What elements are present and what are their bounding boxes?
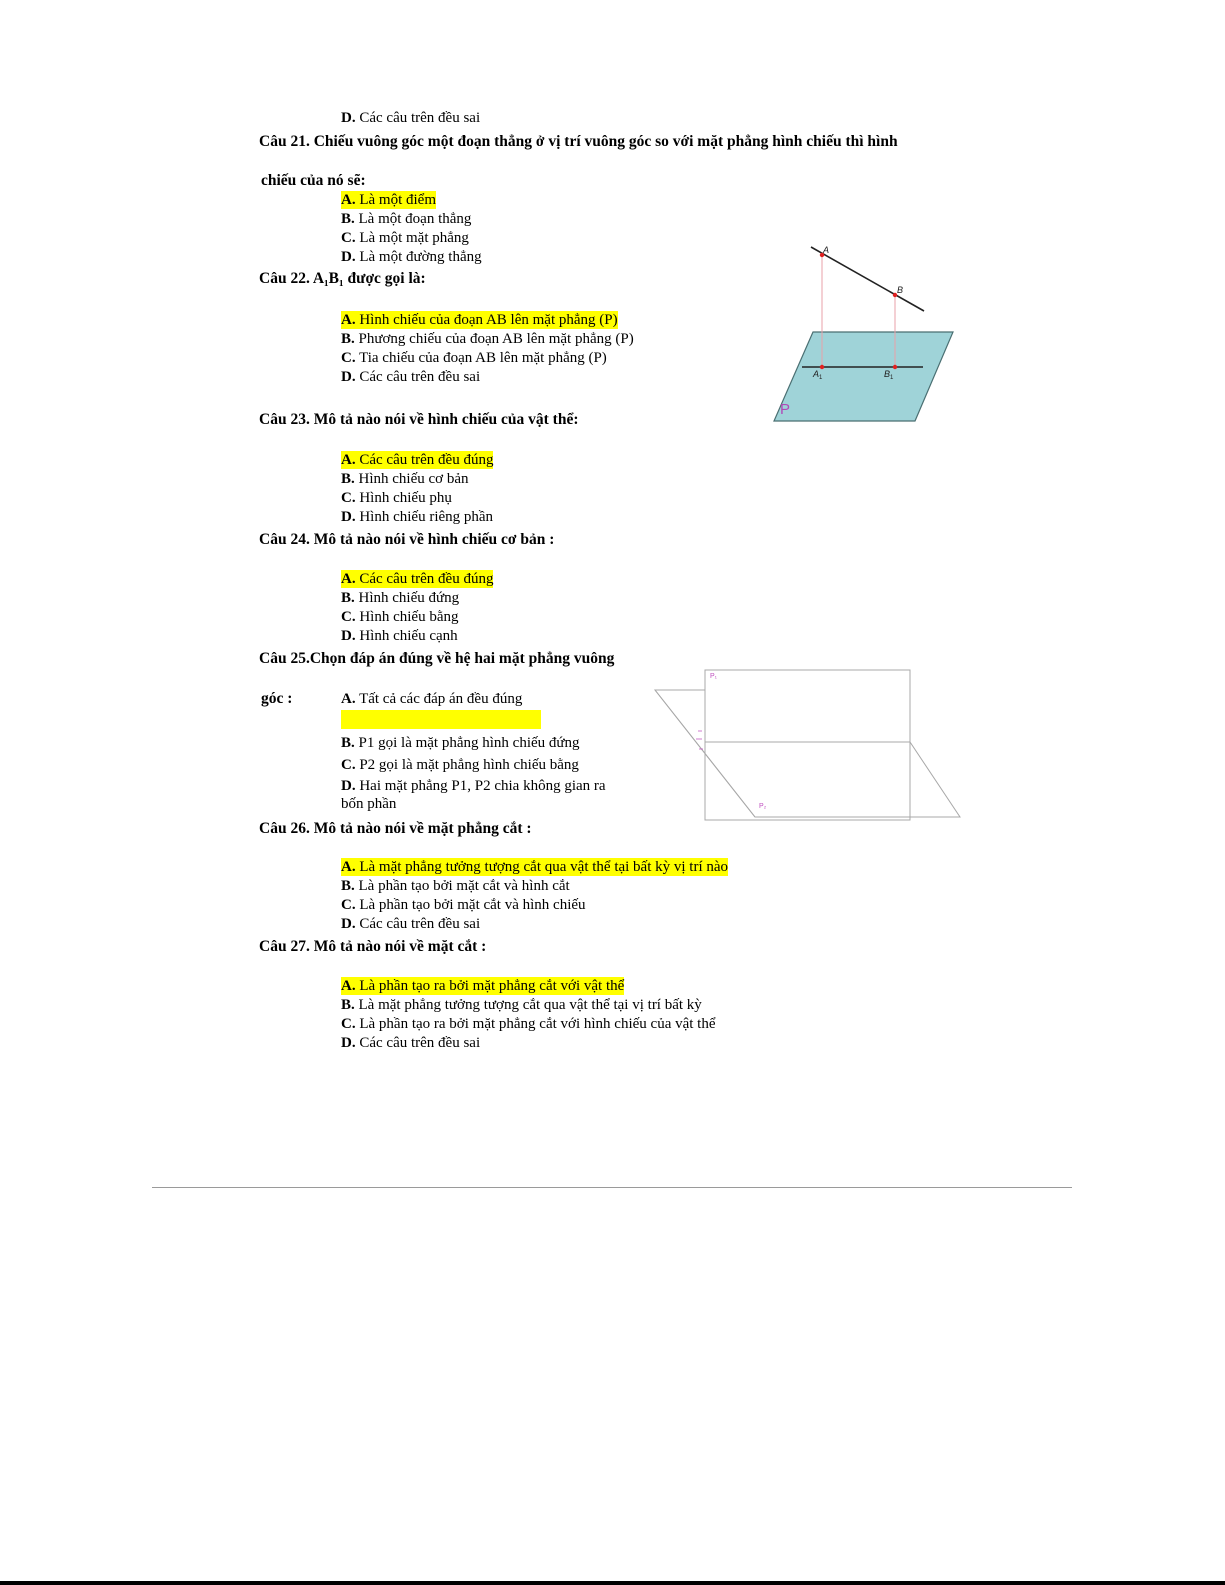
q26-option-a: A. Là mặt phẳng tưởng tượng cắt qua vật thể tại bất kỳ vị trí nào: [341, 859, 729, 875]
plane-p: [774, 332, 953, 421]
question-25-title-cont: góc :: [261, 690, 293, 707]
label-b: B: [897, 285, 904, 295]
q21-option-a: A. Là một điểm: [341, 192, 436, 208]
q27-option-d: D. Các câu trên đều sai: [341, 1035, 481, 1051]
q26-option-d: D. Các câu trên đều sai: [341, 916, 481, 932]
q23-option-d: D. Hình chiếu riêng phần: [341, 509, 494, 525]
label-a: A: [823, 245, 830, 255]
q22-option-c: C. Tia chiếu của đoạn AB lên mặt phẳng (P): [341, 350, 607, 366]
q22-option-a: A. Hình chiếu của đoạn AB lên mặt phẳng (P): [341, 312, 618, 328]
q27-option-b: B. Là mặt phẳng tưởng tượng cắt qua vật thể tại vị trí bất kỳ: [341, 997, 702, 1013]
q25-option-d-cont: bốn phần: [341, 796, 397, 812]
q21-option-d: D. Là một đường thẳng: [341, 249, 482, 265]
q23-option-a: A. Các câu trên đều đúng: [341, 452, 494, 468]
segment-ab: [811, 247, 924, 311]
q25-option-d: D. Hai mặt phẳng P1, P2 chia không gian ra: [341, 778, 606, 794]
point-a1: [820, 365, 824, 369]
two-planes-figure: [655, 665, 965, 835]
bottom-border: [0, 1581, 1225, 1585]
q27-option-c: C. Là phần tạo ra bởi mặt phẳng cắt với hình chiếu của vật thể: [341, 1016, 716, 1032]
q21-option-c: C. Là một mặt phẳng: [341, 230, 469, 246]
question-21-title-cont: chiếu của nó sẽ:: [261, 172, 366, 189]
label-p2: P₂: [759, 803, 767, 810]
question-21-title: Câu 21. Chiếu vuông góc một đoạn thẳng ở vị trí vuông góc so với mặt phẳng hình chiếu thì hình: [259, 133, 898, 150]
question-26-title: Câu 26. Mô tả nào nói về mặt phẳng cắt :: [259, 820, 532, 837]
q22-option-d: D. Các câu trên đều sai: [341, 369, 481, 385]
q25-highlight-bar: [341, 710, 541, 729]
q23-option-b: B. Hình chiếu cơ bản: [341, 471, 469, 487]
q25-option-b: B. P1 gọi là mặt phẳng hình chiếu đứng: [341, 735, 580, 751]
label-p1: P₁: [710, 673, 718, 680]
point-b1: [893, 365, 897, 369]
q21-option-b: B. Là một đoạn thẳng: [341, 211, 472, 227]
q25-option-a: A. Tất cả các đáp án đều đúng: [341, 691, 523, 707]
q25-option-c: C. P2 gọi là mặt phẳng hình chiếu bằng: [341, 757, 579, 773]
plane-p1: [705, 670, 910, 820]
option-d-prev: D. Các câu trên đều sai: [341, 110, 481, 126]
q27-option-a: A. Là phần tạo ra bởi mặt phẳng cắt với vật thể: [341, 978, 625, 994]
label-b1: B: [884, 369, 891, 379]
q26-option-c: C. Là phần tạo bởi mặt cắt và hình chiếu: [341, 897, 586, 913]
question-24-title: Câu 24. Mô tả nào nói về hình chiếu cơ bản :: [259, 531, 555, 548]
question-23-title: Câu 23. Mô tả nào nói về hình chiếu của vật thể:: [259, 411, 579, 428]
page-divider: [152, 1187, 1072, 1188]
question-25-title: Câu 25.Chọn đáp án đúng về hệ hai mặt phẳng vuông: [259, 650, 615, 667]
question-22-title: Câu 22. A₁B₁ được gọi là:: [259, 270, 426, 287]
q24-option-d: D. Hình chiếu cạnh: [341, 628, 458, 644]
q24-option-b: B. Hình chiếu đứng: [341, 590, 460, 606]
q26-option-b: B. Là phần tạo bởi mặt cắt và hình cắt: [341, 878, 570, 894]
q24-option-a: A. Các câu trên đều đúng: [341, 571, 494, 587]
label-a1: A: [813, 369, 820, 379]
question-27-title: Câu 27. Mô tả nào nói về mặt cắt :: [259, 938, 487, 955]
q24-option-c: C. Hình chiếu bằng: [341, 609, 459, 625]
q23-option-c: C. Hình chiếu phụ: [341, 490, 452, 506]
q22-option-b: B. Phương chiếu của đoạn AB lên mặt phẳng (P): [341, 331, 634, 347]
label-a1-sub: 1: [819, 375, 823, 381]
plane-p2: [655, 690, 960, 817]
label-plane-p: P: [780, 401, 791, 418]
label-b1-sub: 1: [890, 375, 894, 381]
projection-figure: [760, 240, 960, 430]
